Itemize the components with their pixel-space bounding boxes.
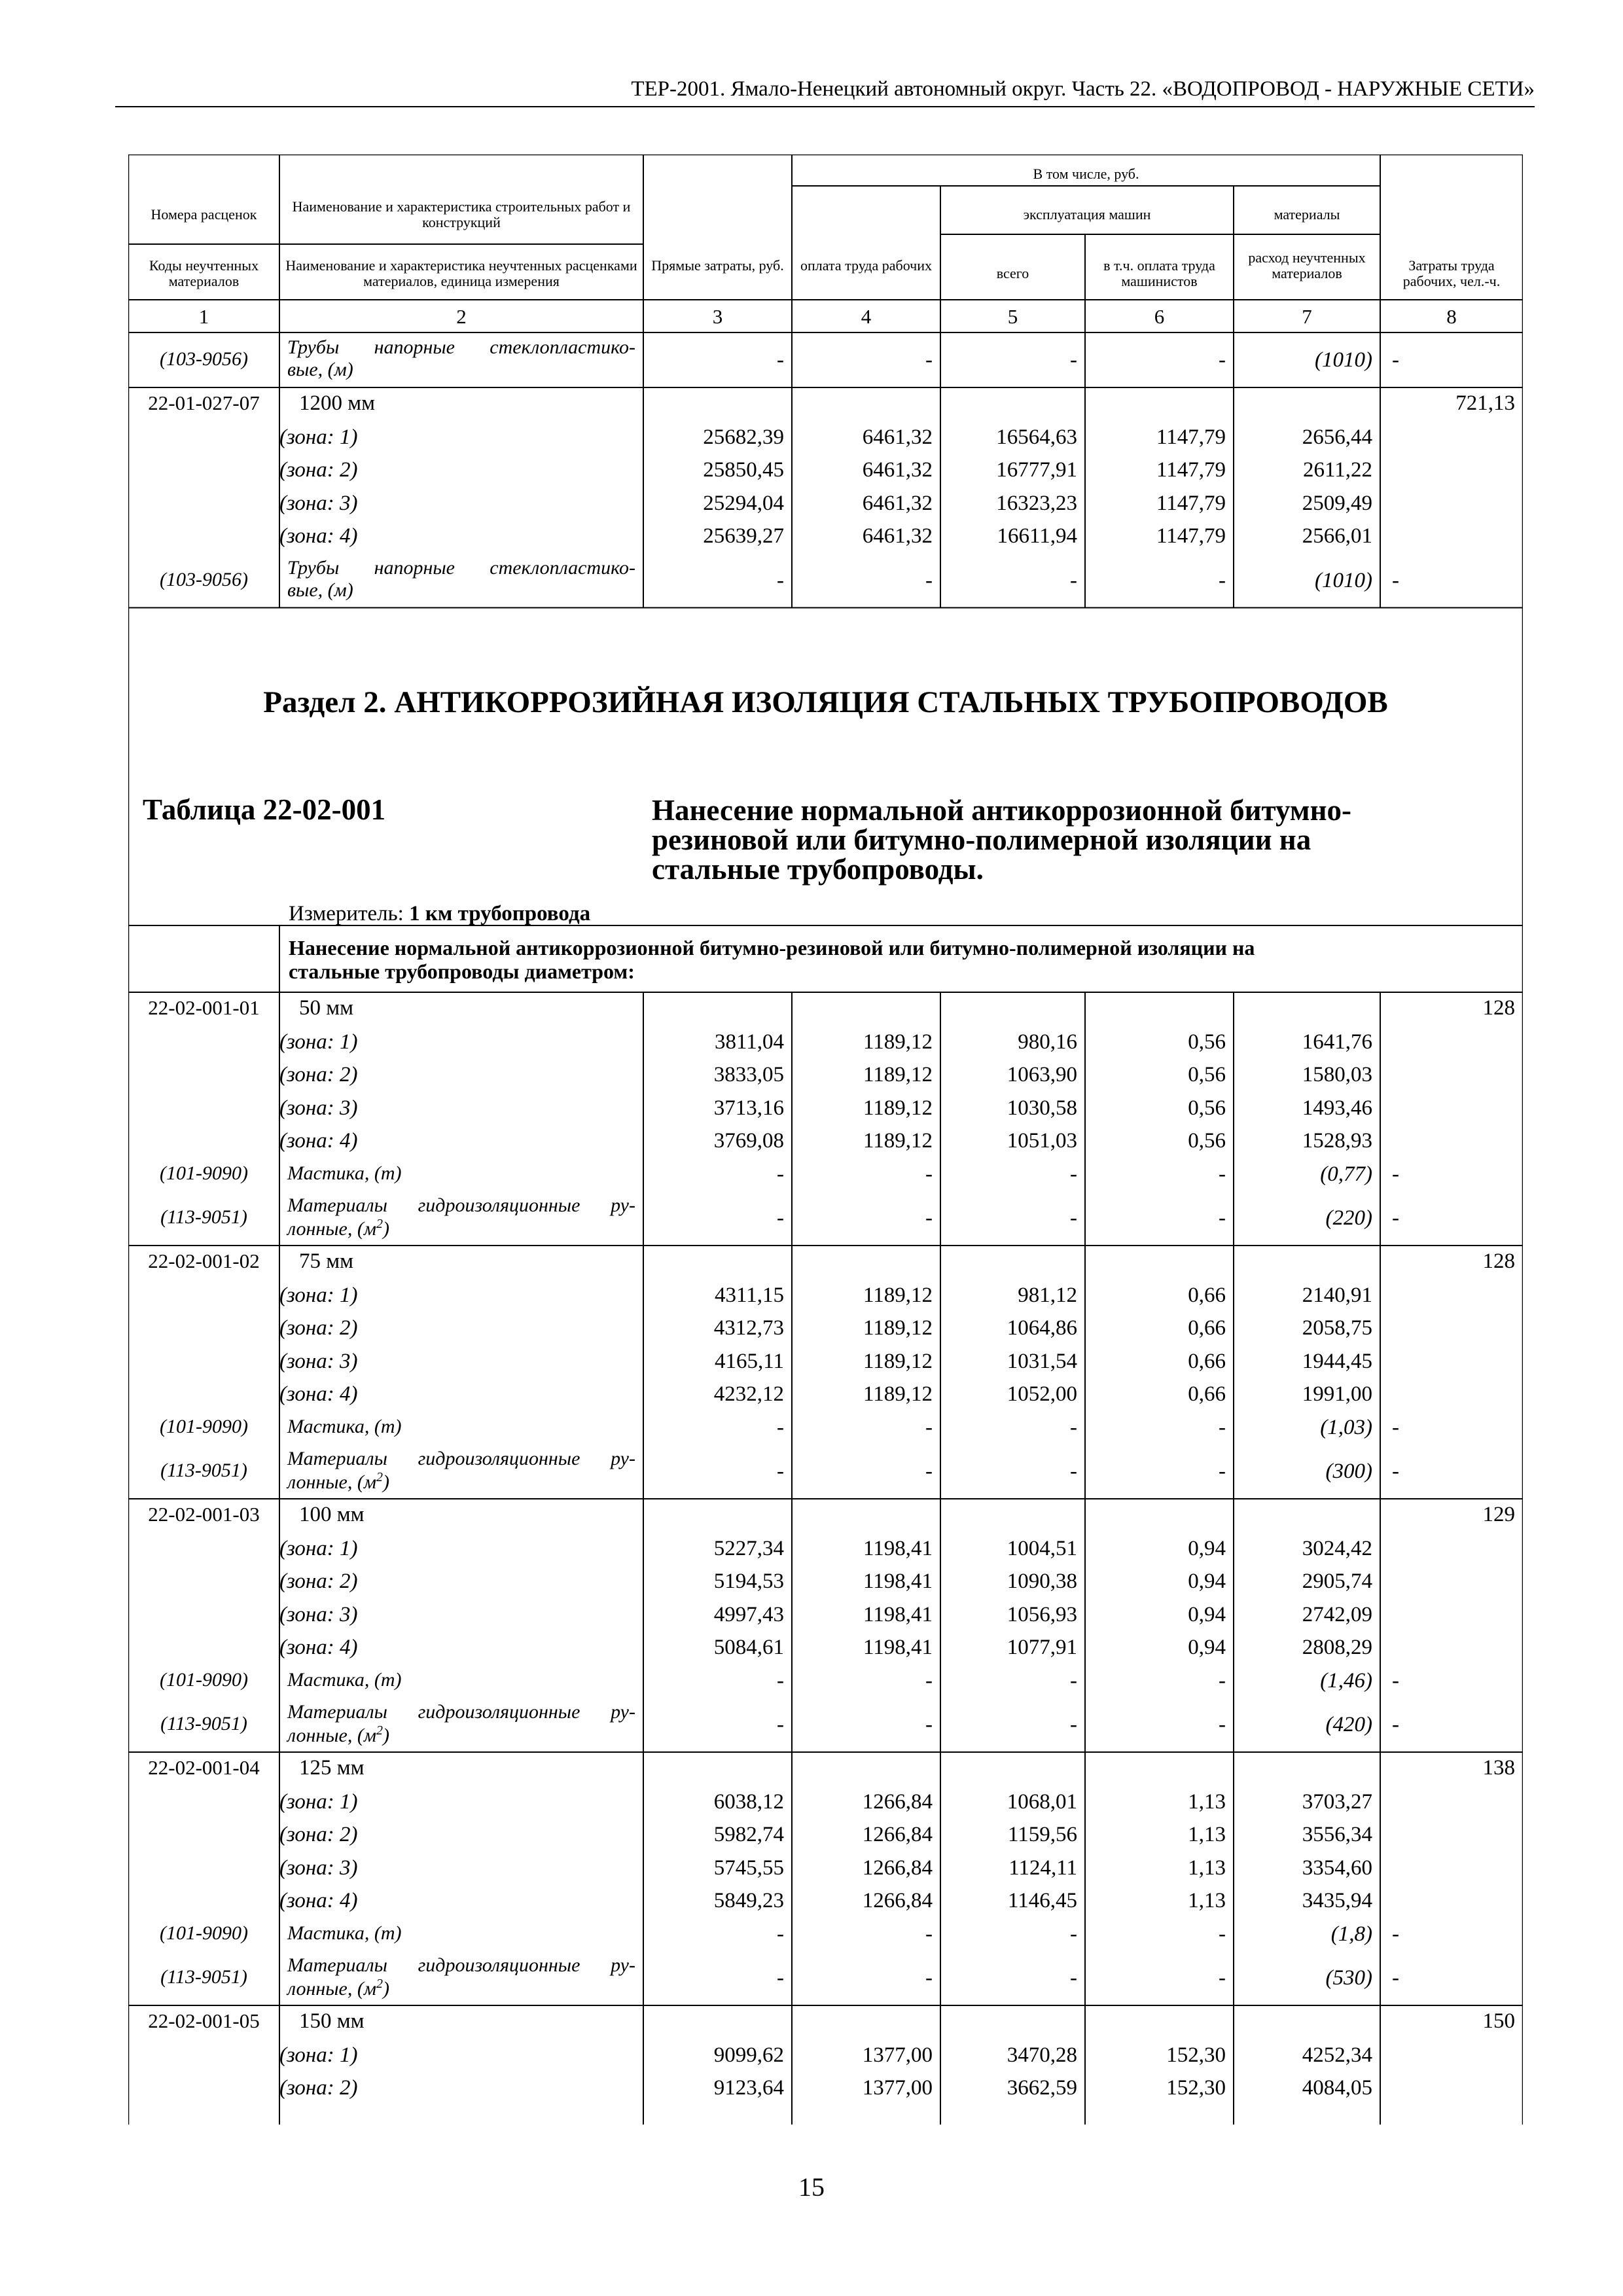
pipe-material-qty: (1010)	[1315, 348, 1372, 372]
cell-col3: 3833,05	[713, 1063, 784, 1086]
dash-col4: -	[925, 1162, 933, 1186]
table-title	[652, 796, 1467, 884]
dash-col6: -	[1219, 1460, 1226, 1483]
rate-code: 22-02-001-04	[148, 1756, 260, 1779]
rate-code: 22-02-001-05	[148, 2009, 260, 2032]
cell-col7: 3435,94	[1302, 1889, 1372, 1912]
zone-label: (зона: 3)	[279, 1349, 358, 1373]
col6-header: в т.ч. оплата труда машинистов	[1103, 257, 1215, 289]
dash-col5: -	[1070, 1460, 1077, 1483]
cell-col3: 6038,12	[713, 1789, 784, 1814]
dash-col5: -	[1070, 1713, 1077, 1736]
column-number-7: 7	[1302, 305, 1312, 328]
cell-col6: 0,66	[1188, 1316, 1226, 1340]
cell-col5: 1056,93	[1007, 1602, 1077, 1626]
col1-top-header: Номера расценок	[151, 206, 257, 223]
dash-col5: -	[1070, 1922, 1077, 1946]
rate-code: 22-01-027-07	[148, 391, 260, 414]
labor-cost: 721,13	[1455, 391, 1515, 415]
dash-col3: -	[777, 1206, 784, 1230]
unit-superscript: 2	[376, 1470, 383, 1484]
roll-material-code: (113-9051)	[160, 1206, 247, 1228]
measure-label: Измеритель:	[289, 902, 404, 925]
cell-col5: 1030,58	[1007, 1096, 1077, 1120]
dash-col5: -	[1070, 1162, 1077, 1186]
table-title-line-2: резиновой или битумно-полимерной изоляции на	[652, 823, 1311, 856]
roll-material-qty: (300)	[1325, 1460, 1372, 1483]
dash-col3: -	[777, 1415, 784, 1439]
dash-col4: -	[925, 568, 933, 592]
roll-material-name-line-1: Материалы гидроизоляционные ру-	[287, 1448, 635, 1469]
cell-col3: 25294,04	[703, 491, 784, 515]
roll-material-name	[287, 1194, 635, 1240]
dash-col5: -	[1070, 1415, 1077, 1439]
unit-close: )	[382, 1725, 389, 1746]
subheading-line-1: Нанесение нормальной антикоррозионной битумно-резиновой или битумно-полимерной изоляции на	[289, 936, 1255, 960]
labor-cost: 128	[1482, 996, 1515, 1020]
cell-col4: 1377,00	[862, 2076, 933, 2100]
dash-col8: -	[1392, 348, 1399, 372]
cell-col7: 2058,75	[1302, 1316, 1372, 1340]
cell-col4: 1198,41	[863, 1602, 933, 1626]
mastic-material-code: (101-9090)	[160, 1922, 248, 1944]
cell-col7: 4252,34	[1302, 2043, 1372, 2067]
labor-cost: 138	[1482, 1756, 1515, 1780]
cell-col7: 2905,74	[1302, 1570, 1372, 1593]
dash-col8: -	[1392, 1966, 1399, 1990]
cell-col3: 5849,23	[713, 1889, 784, 1912]
cell-col6: 1147,79	[1156, 524, 1226, 548]
zone-label: (зона: 2)	[279, 2076, 358, 2100]
zone-label: (зона: 1)	[279, 1789, 358, 1814]
cell-col6: 1,13	[1188, 1856, 1226, 1880]
dash-col6: -	[1219, 568, 1226, 592]
cell-col4: 1266,84	[862, 1823, 933, 1846]
cell-col5: 1090,38	[1007, 1570, 1077, 1593]
cell-col6: 1147,79	[1156, 425, 1226, 449]
dash-col5: -	[1070, 1966, 1077, 1990]
dash-col6: -	[1219, 1162, 1226, 1186]
cell-col7: 3354,60	[1302, 1856, 1372, 1880]
cell-col3: 5084,61	[713, 1636, 784, 1659]
cell-col5: 1031,54	[1007, 1349, 1077, 1373]
dash-col3: -	[777, 1460, 784, 1483]
dash-col6: -	[1219, 1415, 1226, 1439]
unit-text: лонные, (м	[287, 1978, 376, 2000]
dash-col5: -	[1070, 1206, 1077, 1230]
cell-col3: 25850,45	[703, 458, 784, 482]
column-number-3: 3	[712, 305, 723, 328]
mastic-material-qty: (0,77)	[1320, 1162, 1372, 1186]
pipe-material-code: (103-9056)	[160, 568, 248, 590]
zone-label: (зона: 4)	[279, 1636, 358, 1659]
cell-col7: 2509,49	[1302, 491, 1372, 515]
cell-col3: 5745,55	[713, 1856, 784, 1880]
roll-material-name-line-1: Материалы гидроизоляционные ру-	[287, 1701, 635, 1723]
column-number-8: 8	[1446, 305, 1457, 328]
dash-col4: -	[925, 1206, 933, 1230]
zone-label: (зона: 2)	[279, 1570, 358, 1593]
cell-col4: 1189,12	[863, 1096, 933, 1120]
dash-col6: -	[1219, 1713, 1226, 1736]
zone-label: (зона: 1)	[279, 425, 358, 449]
unit-text: лонные, (м	[287, 1471, 376, 1493]
dash-col4: -	[925, 348, 933, 372]
roll-material-name	[287, 1448, 635, 1494]
section-title: Раздел 2. АНТИКОРРОЗИЙНАЯ ИЗОЛЯЦИЯ СТАЛЬНЫХ ТРУБОПРОВОДОВ	[263, 685, 1388, 719]
cell-col6: 0,94	[1188, 1570, 1226, 1593]
cell-col6: 1147,79	[1156, 491, 1226, 515]
cell-col5: 3470,28	[1007, 2043, 1077, 2067]
mastic-material-qty: (1,8)	[1330, 1922, 1372, 1946]
running-header-text: ТЕР-2001. Ямало-Ненецкий автономный округ. Часть 22. «ВОДОПРОВОД - НАРУЖНЫЕ СЕТИ»	[631, 77, 1535, 101]
dash-col8: -	[1392, 1162, 1399, 1186]
column-number-5: 5	[1007, 305, 1018, 328]
unit-close: )	[382, 1978, 389, 2000]
cell-col4: 6461,32	[862, 524, 933, 548]
roll-material-name	[287, 1701, 635, 1747]
col1-bottom-header: Коды неучтенных материалов	[149, 257, 259, 289]
unit-text: вые, (м)	[287, 359, 353, 380]
subheading	[289, 936, 1255, 983]
cell-col5: 1077,91	[1007, 1636, 1077, 1659]
roll-material-code: (113-9051)	[160, 1460, 247, 1481]
cell-col3: 4311,15	[714, 1283, 784, 1307]
dash-col4: -	[925, 1460, 933, 1483]
cell-col3: 4312,73	[713, 1316, 784, 1340]
cell-col6: 0,56	[1188, 1030, 1226, 1054]
dash-col4: -	[925, 1668, 933, 1693]
dash-col4: -	[925, 1713, 933, 1736]
dash-col3: -	[777, 1162, 784, 1186]
table-title-line-3: стальные трубопроводы.	[652, 853, 984, 886]
cell-col5: 1068,01	[1007, 1789, 1077, 1814]
cell-col6: 0,94	[1188, 1636, 1226, 1659]
cell-col7: 1493,46	[1302, 1096, 1372, 1120]
col5-header: всего	[996, 265, 1029, 281]
cell-col3: 25639,27	[703, 524, 784, 548]
col7-header: расход неучтенных материалов	[1248, 249, 1366, 281]
dash-col6: -	[1219, 348, 1226, 372]
roll-material-name-line-2	[287, 1723, 635, 1747]
dash-col5: -	[1070, 568, 1077, 592]
cell-col5: 981,12	[1018, 1283, 1077, 1307]
cell-col5: 1064,86	[1007, 1316, 1077, 1340]
zone-label: (зона: 3)	[279, 1856, 358, 1880]
roll-material-qty: (420)	[1325, 1713, 1372, 1736]
zone-label: (зона: 3)	[279, 491, 358, 515]
subheading-line-2: стальные трубопроводы диаметром:	[289, 960, 635, 983]
cell-col5: 1124,11	[1008, 1856, 1077, 1880]
rate-name: 50 мм	[299, 996, 354, 1020]
dash-col8: -	[1392, 1460, 1399, 1483]
machines-header: эксплуатация машин	[1023, 206, 1151, 223]
col4-header: оплата труда рабочих	[800, 257, 932, 274]
cell-col6: 0,56	[1188, 1063, 1226, 1086]
mastic-material-name: Мастика, (т)	[287, 1668, 402, 1691]
unit-text: лонные, (м	[287, 1218, 376, 1240]
cell-col5: 1063,90	[1007, 1063, 1077, 1086]
cell-col6: 0,66	[1188, 1283, 1226, 1307]
cell-col4: 1266,84	[862, 1856, 933, 1880]
dash-col3: -	[777, 1922, 784, 1946]
cell-col7: 1991,00	[1302, 1382, 1372, 1406]
rate-name: 150 мм	[299, 2009, 365, 2033]
cell-col6: 0,66	[1188, 1349, 1226, 1373]
cell-col7: 1944,45	[1302, 1349, 1372, 1373]
pipe-material-name	[287, 557, 635, 601]
cell-col6: 0,56	[1188, 1096, 1226, 1120]
dash-col4: -	[925, 1415, 933, 1439]
rate-table	[128, 154, 1523, 2125]
cell-col3: 5982,74	[713, 1823, 784, 1846]
cell-col5: 1146,45	[1007, 1889, 1077, 1912]
unit-text: лонные, (м	[287, 1725, 376, 1746]
unit-close: )	[382, 1218, 389, 1240]
pipe-material-name-line-2	[287, 579, 635, 601]
dash-col5: -	[1070, 348, 1077, 372]
zone-label: (зона: 1)	[279, 2043, 358, 2067]
dash-col8: -	[1392, 568, 1399, 592]
cell-col4: 6461,32	[862, 425, 933, 449]
cell-col5: 16564,63	[996, 425, 1077, 449]
measure-unit	[289, 902, 590, 926]
zone-label: (зона: 3)	[279, 1096, 358, 1120]
cell-col7: 3703,27	[1302, 1789, 1372, 1814]
cell-col4: 1266,84	[862, 1789, 933, 1814]
zone-label: (зона: 1)	[279, 1283, 358, 1307]
cell-col5: 16323,23	[996, 491, 1077, 515]
roll-material-name-line-2	[287, 1977, 635, 2000]
roll-material-code: (113-9051)	[160, 1713, 247, 1734]
dash-col6: -	[1219, 1922, 1226, 1946]
cell-col3: 9099,62	[713, 2043, 784, 2067]
page-number: 15	[798, 2172, 825, 2202]
cell-col4: 1189,12	[863, 1063, 933, 1086]
cell-col3: 4165,11	[714, 1349, 784, 1373]
mastic-material-qty: (1,46)	[1320, 1668, 1372, 1693]
zone-label: (зона: 2)	[279, 1316, 358, 1340]
pipe-material-code: (103-9056)	[160, 348, 248, 370]
mastic-material-name: Мастика, (т)	[287, 1415, 402, 1437]
zone-label: (зона: 2)	[279, 1823, 358, 1846]
cell-col7: 2611,22	[1302, 458, 1372, 482]
cell-col5: 16777,91	[996, 458, 1077, 482]
roll-material-qty: (220)	[1325, 1206, 1372, 1230]
pipe-material-qty: (1010)	[1315, 568, 1372, 592]
zone-label: (зона: 4)	[279, 1129, 358, 1153]
zone-label: (зона: 4)	[279, 1382, 358, 1406]
dash-col8: -	[1392, 1922, 1399, 1946]
cell-col3: 3769,08	[713, 1129, 784, 1153]
roll-material-name-line-2	[287, 1470, 635, 1494]
cell-col3: 5194,53	[713, 1570, 784, 1593]
dash-col4: -	[925, 1966, 933, 1990]
materials-header: материалы	[1274, 206, 1340, 223]
cell-col7: 2742,09	[1302, 1602, 1372, 1626]
cell-col5: 16611,94	[997, 524, 1077, 548]
rate-code: 22-02-001-02	[148, 1249, 260, 1272]
dash-col5: -	[1070, 1668, 1077, 1693]
dash-col3: -	[777, 1966, 784, 1990]
cell-col6: 1,13	[1188, 1789, 1226, 1814]
mastic-material-code: (101-9090)	[160, 1162, 248, 1184]
cell-col5: 3662,59	[1007, 2076, 1077, 2100]
dash-col3: -	[777, 568, 784, 592]
roll-material-code: (113-9051)	[160, 1966, 247, 1988]
cell-col4: 1189,12	[863, 1349, 933, 1373]
dash-col8: -	[1392, 1713, 1399, 1736]
cell-col4: 1189,12	[863, 1316, 933, 1340]
cell-col3: 3811,04	[714, 1030, 784, 1054]
zone-label: (зона: 4)	[279, 524, 358, 548]
cell-col6: 1,13	[1188, 1823, 1226, 1846]
dash-col3: -	[777, 1713, 784, 1736]
cell-col6: 0,94	[1188, 1602, 1226, 1626]
cell-col4: 6461,32	[862, 458, 933, 482]
unit-close: )	[382, 1471, 389, 1493]
dash-col3: -	[777, 348, 784, 372]
cell-col6: 1147,79	[1156, 458, 1226, 482]
cell-col7: 2140,91	[1302, 1283, 1372, 1307]
cell-col5: 1051,03	[1007, 1129, 1077, 1153]
mastic-material-code: (101-9090)	[160, 1668, 248, 1691]
cell-col7: 1580,03	[1302, 1063, 1372, 1086]
col3-header: Прямые затраты, руб.	[651, 257, 784, 274]
pipe-material-name	[287, 336, 635, 381]
table-title-line-1: Нанесение нормальной антикоррозионной битумно-	[652, 794, 1351, 827]
zone-label: (зона: 2)	[279, 1063, 358, 1086]
cell-col5: 1004,51	[1007, 1536, 1077, 1560]
cell-col4: 1189,12	[863, 1030, 933, 1054]
roll-material-name	[287, 1954, 635, 2000]
roll-material-name-line-2	[287, 1217, 635, 1240]
cell-col4: 1266,84	[862, 1889, 933, 1912]
rate-name: 100 мм	[299, 1503, 365, 1526]
roll-material-name-line-1: Материалы гидроизоляционные ру-	[287, 1954, 635, 1976]
col2-top-header: Наименование и характеристика строительных работ и конструкций	[292, 198, 631, 230]
col2-bottom-header: Наименование и характеристика неучтенных расценками материалов, единица измерения	[285, 257, 637, 289]
cell-col5: 980,16	[1018, 1030, 1077, 1054]
zone-label: (зона: 3)	[279, 1602, 358, 1626]
rate-code: 22-02-001-03	[148, 1503, 260, 1526]
cell-col4: 1189,12	[863, 1283, 933, 1307]
pipe-material-name-line-1: Трубы напорные стеклопластико-	[287, 336, 635, 358]
cell-col3: 4232,12	[713, 1382, 784, 1406]
rate-name: 1200 мм	[299, 391, 376, 415]
table-number: Таблица 22-02-001	[143, 793, 386, 826]
cell-col3: 5227,34	[713, 1536, 784, 1560]
cell-col6: 152,30	[1166, 2043, 1226, 2067]
roll-material-name-line-1: Материалы гидроизоляционные ру-	[287, 1194, 635, 1216]
mastic-material-code: (101-9090)	[160, 1415, 248, 1437]
cell-col7: 1528,93	[1302, 1129, 1372, 1153]
cell-col6: 1,13	[1188, 1889, 1226, 1912]
dash-col3: -	[777, 1668, 784, 1693]
rate-code: 22-02-001-01	[148, 996, 260, 1019]
unit-superscript: 2	[376, 1977, 383, 1991]
unit-superscript: 2	[376, 1217, 383, 1231]
zone-label: (зона: 1)	[279, 1536, 358, 1560]
pipe-material-name-line-2	[287, 359, 635, 381]
dash-col6: -	[1219, 1206, 1226, 1230]
roll-material-qty: (530)	[1325, 1966, 1372, 1990]
column-number-1: 1	[198, 305, 209, 328]
column-number-4: 4	[861, 305, 872, 328]
cell-col6: 152,30	[1166, 2076, 1226, 2100]
cell-col4: 1198,41	[863, 1536, 933, 1560]
rate-name: 125 мм	[299, 1756, 365, 1780]
cell-col7: 1641,76	[1302, 1030, 1372, 1054]
column-number-2: 2	[456, 305, 467, 328]
dash-col8: -	[1392, 1415, 1399, 1439]
labor-cost: 129	[1482, 1503, 1515, 1526]
unit-text: вые, (м)	[287, 579, 353, 601]
cell-col7: 2808,29	[1302, 1636, 1372, 1659]
column-number-6: 6	[1154, 305, 1165, 328]
cell-col6: 0,66	[1188, 1382, 1226, 1406]
cell-col5: 1159,56	[1007, 1823, 1077, 1846]
dash-col6: -	[1219, 1966, 1226, 1990]
labor-cost: 150	[1482, 2009, 1515, 2033]
col8-header: Затраты труда рабочих, чел.-ч.	[1402, 257, 1501, 289]
cell-col3: 4997,43	[713, 1602, 784, 1626]
cell-col4: 1198,41	[863, 1570, 933, 1593]
zone-label: (зона: 4)	[279, 1889, 358, 1912]
dash-col8: -	[1392, 1668, 1399, 1693]
cell-col7: 2566,01	[1302, 524, 1372, 548]
mastic-material-name: Мастика, (т)	[287, 1162, 402, 1184]
measure-value: 1 км трубопровода	[409, 902, 591, 925]
pipe-material-name-line-1: Трубы напорные стеклопластико-	[287, 556, 635, 579]
dash-col4: -	[925, 1922, 933, 1946]
cell-col7: 4084,05	[1302, 2076, 1372, 2100]
cell-col4: 1189,12	[863, 1129, 933, 1153]
zone-label: (зона: 1)	[279, 1030, 358, 1054]
mastic-material-name: Мастика, (т)	[287, 1922, 402, 1944]
cell-col4: 1189,12	[863, 1382, 933, 1406]
cell-col5: 1052,00	[1007, 1382, 1077, 1406]
cell-col7: 2656,44	[1302, 425, 1372, 449]
running-header	[115, 72, 1535, 107]
dash-col6: -	[1219, 1668, 1226, 1693]
cell-col3: 3713,16	[713, 1096, 784, 1120]
zone-label: (зона: 2)	[279, 458, 358, 482]
cell-col4: 1198,41	[863, 1636, 933, 1659]
labor-cost: 128	[1482, 1249, 1515, 1273]
cell-col4: 6461,32	[862, 491, 933, 515]
cell-col3: 9123,64	[713, 2076, 784, 2100]
cell-col7: 3556,34	[1302, 1823, 1372, 1846]
cell-col6: 0,56	[1188, 1129, 1226, 1153]
incl-header: В том числе, руб.	[1033, 166, 1139, 182]
cell-col3: 25682,39	[703, 425, 784, 449]
mastic-material-qty: (1,03)	[1320, 1415, 1372, 1439]
cell-col4: 1377,00	[862, 2043, 933, 2067]
dash-col8: -	[1392, 1206, 1399, 1230]
cell-col7: 3024,42	[1302, 1536, 1372, 1560]
unit-superscript: 2	[376, 1723, 383, 1738]
rate-name: 75 мм	[299, 1249, 354, 1273]
cell-col6: 0,94	[1188, 1536, 1226, 1560]
